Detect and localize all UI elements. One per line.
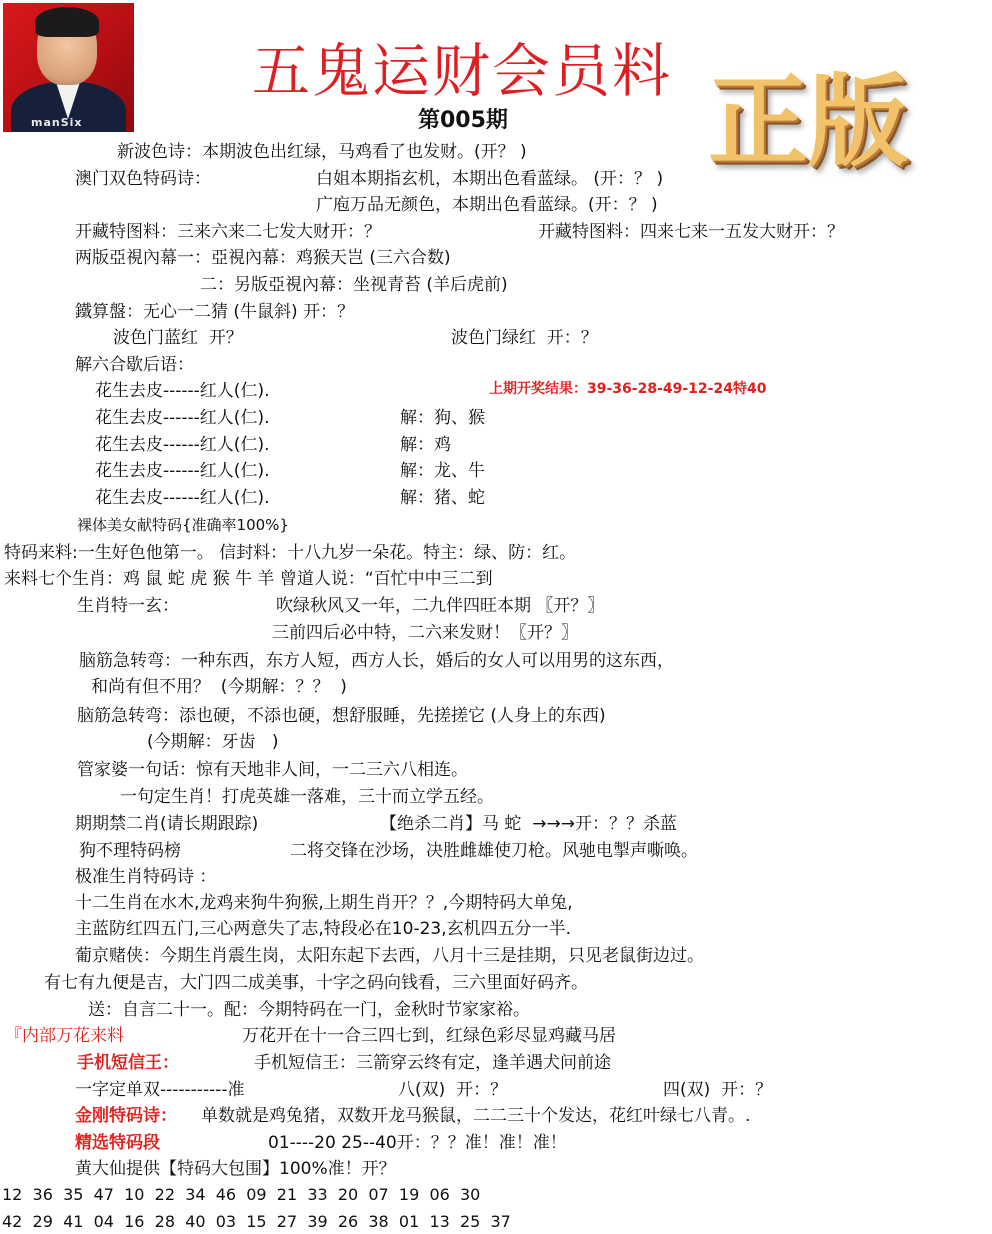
sms-king-label: 手机短信王： (77, 1053, 179, 1073)
number-row-1: 12 36 35 47 10 22 34 46 09 21 33 20 07 19 06 30 (2, 1185, 481, 1204)
atv-insider-2: 二：另版亞視內幕：坐视青苔 (羊后虎前) (200, 275, 508, 295)
zodiac-mystery-2: 三前四后必中特，二六来发财！〖开？〗 (272, 623, 578, 643)
huang-daxian-line: 黄大仙提供【特码大包围】100%准！开？ (75, 1159, 396, 1179)
internal-label: 『内部万花来料 (5, 1026, 124, 1046)
odd-even-pick-2: 四(双) 开：？ (663, 1080, 773, 1100)
jingang-verse: 单数就是鸡兔猪，双数开龙马猴鼠，二二三十个发达，花红叶绿七八青。. (201, 1106, 751, 1126)
number-row-2: 42 29 41 04 16 28 40 03 15 27 39 26 38 01 13 25 37 (2, 1212, 511, 1231)
beauty-code: 裸体美女献特码{准确率100%} (77, 516, 289, 534)
abacus-line: 鐵算盤：无心一二猜 (牛鼠斜) 开：？ (75, 302, 355, 322)
page-title: 五鬼运财会员料 (252, 37, 673, 105)
jingang-label: 金刚特码诗： (75, 1106, 177, 1126)
riddle-row-3: 花生去皮------红人(仁). (95, 435, 270, 455)
goubuli-label: 狗不理特码榜 (79, 841, 181, 861)
brain-teaser-2-answer: (今期解：牙齿 ) (147, 732, 279, 752)
riddle-row-1: 花生去皮------红人(仁). (95, 381, 270, 401)
zodiac-mystery-label: 生肖特一玄： (77, 596, 179, 616)
housekeeper-line: 管家婆一句话：惊有天地非人间，一二三六八相连。 (77, 760, 468, 780)
riddle-answer-3: 解：鸡 (400, 435, 451, 455)
riddle-answer-5: 解：猪、蛇 (400, 488, 485, 508)
issue-number: 第005期 (418, 108, 508, 133)
brain-teaser-1-answer: 和尚有但不用？ (今期解：？？ ) (91, 677, 347, 697)
last-draw-result: 上期开奖结果：39-36-28-49-12-24特40 (489, 381, 767, 397)
portrait-caption: manSix (31, 116, 83, 129)
zodiac-mystery-1: 吹绿秋风又一年，二九伴四旺本期 〖开？〗 (276, 596, 605, 616)
odd-even-pick-1: 八(双) 开：？ (398, 1080, 508, 1100)
riddle-answer-4: 解：龙、牛 (400, 461, 485, 481)
zodiac-poem-1: 十二生肖在水木,龙鸡来狗牛狗猴,上期生肖开？？,今期特码大单兔, (75, 893, 573, 913)
riddle-heading: 解六合歇后语： (75, 355, 194, 375)
gambler-line-2: 有七有九便是吉，大门四二成美事，十字之码向钱看，三六里面好码齐。 (44, 973, 588, 993)
riddle-row-2: 花生去皮------红人(仁). (95, 408, 270, 428)
goubuli-verse: 二将交锋在沙场，决胜雌雄使刀枪。风驰电掣声嘶唤。 (290, 841, 698, 861)
internal-verse: 万花开在十一合三四七到，红绿色彩尽显鸡藏马居 (242, 1026, 616, 1046)
genuine-stamp: 正版 (708, 63, 908, 180)
wave-green-red: 波色门绿红 开：？ (451, 328, 598, 348)
riddle-row-4: 花生去皮------红人(仁). (95, 461, 270, 481)
open-pic-right: 开藏特图料：四来七来一五发大财开：？ (538, 222, 844, 242)
one-sentence-zodiac: 一句定生肖！打虎英雄一落难，三十而立学五经。 (120, 787, 494, 807)
gift-line: 送：自言二十一。配：今期特码在一门，金秋时节家家裕。 (88, 1000, 530, 1020)
riddle-row-5: 花生去皮------红人(仁). (95, 488, 270, 508)
brain-teaser-2: 脑筋急转弯：添也硬，不添也硬，想舒服睡，先搓搓它 (人身上的东西) (77, 706, 606, 726)
open-pic-left: 开藏特图料：三来六来二七发大财开：？ (75, 222, 381, 242)
wave-color-poem: 新波色诗：本期波色出红绿，马鸡看了也发财。(开？ ) (117, 142, 527, 162)
zodiac-poem-2: 主蓝防红四五门,三心两意失了志,特段必在10-23,玄机四五分一半. (75, 919, 572, 939)
wave-blue-red: 波色门蓝红 开？ (113, 328, 243, 348)
kill-two-zodiac: 【绝杀二肖】马 蛇 →→→开：？？杀蓝 (380, 814, 677, 834)
atv-insider-1: 两版亞視內幕一：亞視內幕：鸡猴天岂 (三六合数) (75, 248, 451, 268)
brain-teaser-1: 脑筋急转弯：一种东西，东方人短，西方人长，婚后的女人可以用男的这东西， (79, 651, 674, 671)
odd-even-label: 一字定单双-----------准 (75, 1080, 245, 1100)
macau-poem-label: 澳门双色特码诗： (75, 169, 211, 189)
selected-range-label: 精选特码段 (75, 1133, 160, 1153)
sms-king-verse: 手机短信王：三箭穿云终有定，逢羊遇犬问前途 (254, 1053, 611, 1073)
zodiac-poem-heading: 极准生肖特码诗 ： (75, 867, 217, 887)
portrait-hair (35, 7, 99, 37)
gambler-line-1: 葡京赌侠：今期生肖震生岗，太阳东起下去西，八月十三是挂期，只见老鼠街边过。 (75, 946, 704, 966)
riddle-answer-2: 解：狗、猴 (400, 408, 485, 428)
seven-zodiac: 来料七个生肖：鸡 鼠 蛇 虎 猴 牛 羊 曾道人说：“百忙中中三二到 (4, 569, 493, 589)
macau-poem-line-1: 白姐本期指玄机，本期出色看蓝绿。 (开：？ ) (316, 169, 664, 189)
special-source: 特码来料:一生好色他第一。 信封料：十八九岁一朵花。特主：绿、防：红。 (4, 543, 577, 563)
selected-range-value: 01----20 25--40开：？？准！准！准！ (268, 1133, 567, 1153)
portrait-photo (3, 3, 134, 132)
ban-two-zodiac: 期期禁二肖(请长期跟踪) (75, 814, 259, 834)
macau-poem-line-2: 广庖万品无颜色，本期出色看蓝绿。(开：？ ) (316, 195, 658, 215)
